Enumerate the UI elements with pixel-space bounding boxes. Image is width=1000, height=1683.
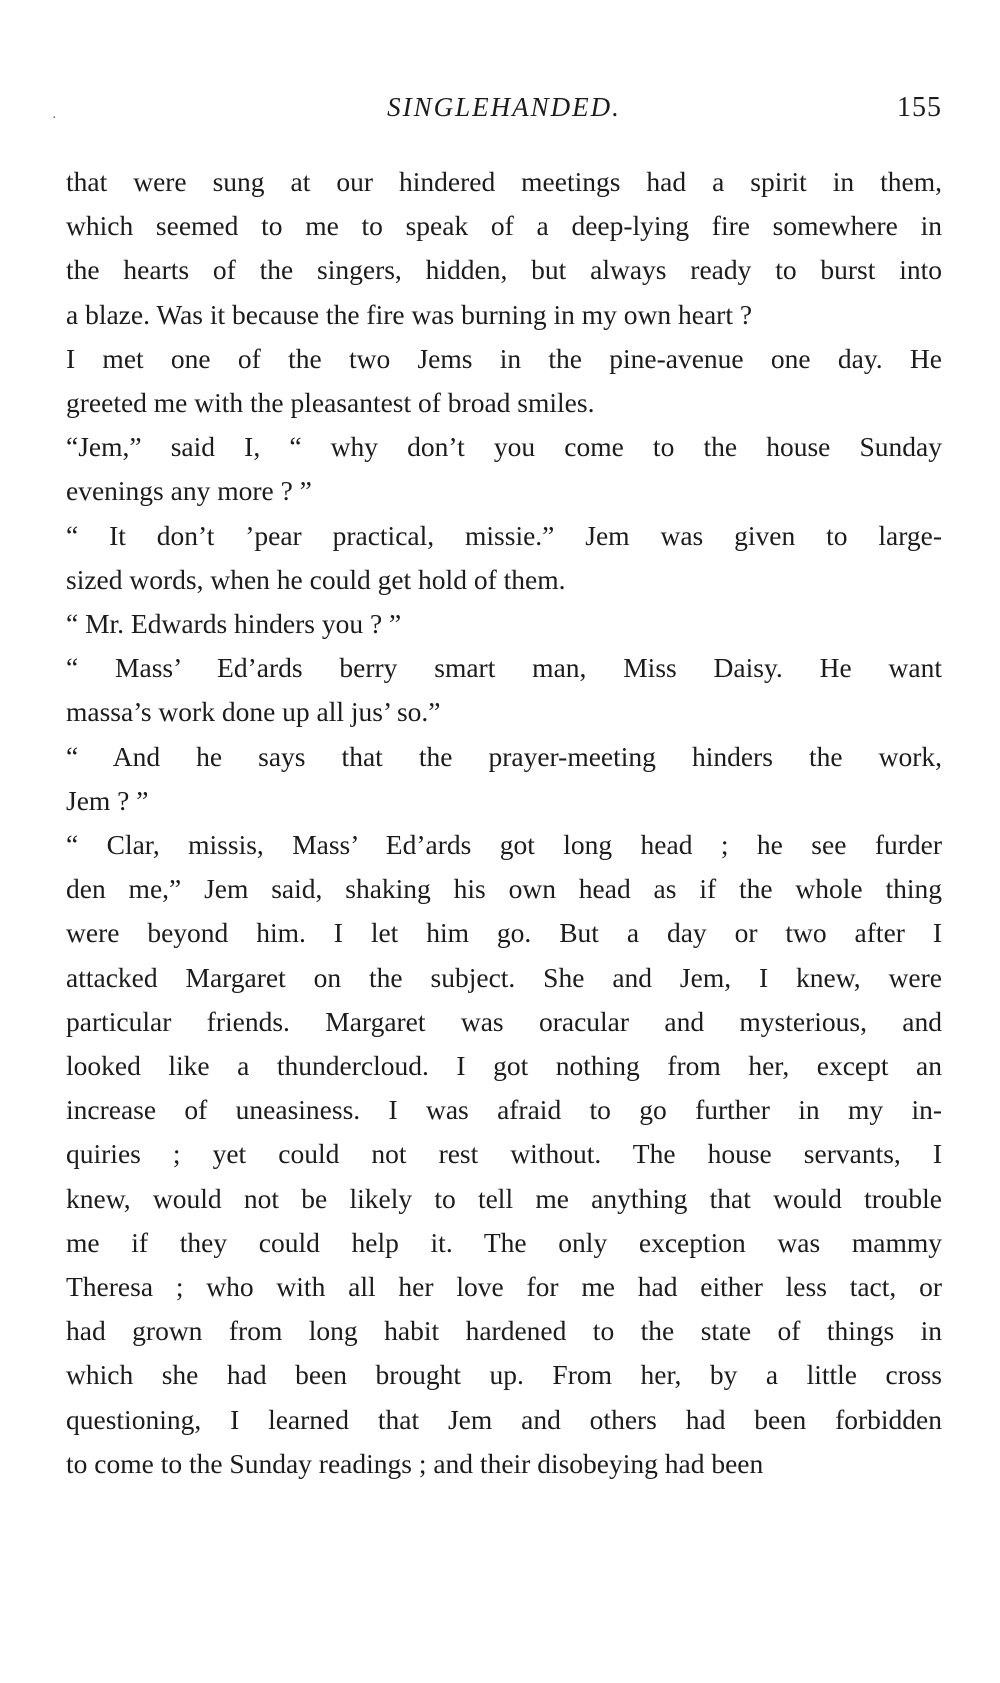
text-line: massa’s work done up all jus’ so.” xyxy=(66,696,441,728)
text-line: Jem ? ” xyxy=(66,784,149,816)
text-line: “ Mr. Edwards hinders you ? ” xyxy=(66,608,402,640)
text-line: “ It don’t ’pear practical, missie.” Jem was given to large- xyxy=(66,519,942,551)
paragraph xyxy=(66,602,942,646)
paragraph xyxy=(66,337,942,425)
text-line: which seemed to me to speak of a deep-lying fire somewhere in xyxy=(66,210,942,242)
text-line: attacked Margaret on the subject. She and Jem, I knew, were xyxy=(66,961,942,993)
text-line: to come to the Sunday readings ; and their disobeying had been xyxy=(66,1447,764,1479)
text-line: quiries ; yet could not rest without. The house servants, I xyxy=(66,1138,942,1170)
text-line: “ And he says that the prayer-meeting hinders the work, xyxy=(66,740,942,772)
text-line: knew, would not be likely to tell me anything that would trouble xyxy=(66,1182,942,1214)
text-line: looked like a thundercloud. I got nothing from her, except an xyxy=(66,1050,942,1082)
text-line: increase of uneasiness. I was afraid to go further in my in- xyxy=(66,1094,942,1126)
text-line: den me,” Jem said, shaking his own head as if the whole thing xyxy=(66,873,942,905)
text-line: I met one of the two Jems in the pine-avenue one day. He xyxy=(66,342,942,374)
text-line: a blaze. Was it because the fire was burning in my own heart ? xyxy=(66,298,753,330)
text-line: were beyond him. I let him go. But a day or two after I xyxy=(66,917,942,949)
ink-speck-ornament: · xyxy=(52,111,57,126)
text-line: evenings any more ? ” xyxy=(66,475,312,507)
paragraph xyxy=(66,514,942,602)
text-line: particular friends. Margaret was oracular and mysterious, and xyxy=(66,1005,942,1037)
text-line: that were sung at our hindered meetings had a spirit in them, xyxy=(66,166,942,197)
text-line: greeted me with the pleasantest of broad smiles. xyxy=(66,387,595,419)
paragraph xyxy=(66,646,942,734)
paragraph xyxy=(66,160,942,337)
page-number: 155 xyxy=(897,92,942,123)
text-line: “Jem,” said I, “ why don’t you come to the house Sunday xyxy=(66,431,942,463)
paragraph xyxy=(66,735,942,823)
running-title: SINGLEHANDED. xyxy=(387,92,621,122)
page-header xyxy=(52,92,942,132)
text-line: me if they could help it. The only exception was mammy xyxy=(66,1226,942,1258)
text-line: had grown from long habit hardened to the state of things in xyxy=(66,1315,942,1347)
text-line: the hearts of the singers, hidden, but always ready to burst into xyxy=(66,254,942,286)
paragraph xyxy=(66,823,942,1486)
text-line: questioning, I learned that Jem and others had been forbidden xyxy=(66,1403,942,1435)
text-line: which she had been brought up. From her, by a little cross xyxy=(66,1359,942,1391)
text-line: Theresa ; who with all her love for me had either less tact, or xyxy=(66,1271,942,1303)
body-text xyxy=(66,160,942,1486)
text-line: “ Clar, missis, Mass’ Ed’ards got long head ; he see furder xyxy=(66,829,942,861)
text-line: sized words, when he could get hold of them. xyxy=(66,563,566,595)
text-line: “ Mass’ Ed’ards berry smart man, Miss Daisy. He want xyxy=(66,652,942,684)
paragraph xyxy=(66,425,942,513)
